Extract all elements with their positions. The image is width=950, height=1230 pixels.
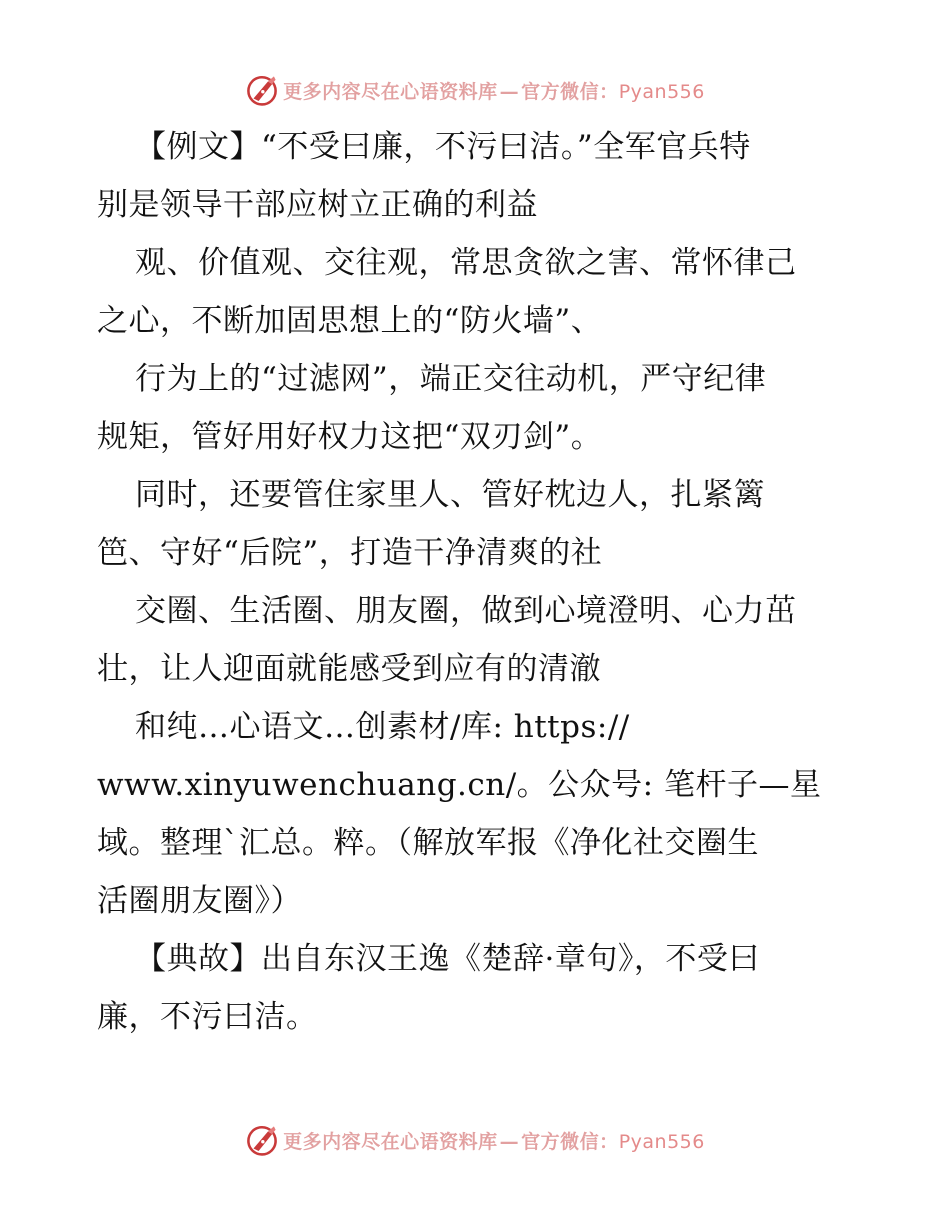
body-line: 之心，不断加固思想上的“防火墙”、: [97, 303, 603, 339]
banner-official-label: 官方微信：: [521, 1130, 619, 1153]
body-line: 交圈、生活圈、朋友圈，做到心境澄明、心力茁: [135, 593, 797, 629]
body-line: 规矩，管好用好权力这把“双刃剑”。: [97, 419, 603, 455]
banner-lead-text: 更多内容尽在心语资料库: [283, 80, 498, 103]
body-line: 观、价值观、交往观，常思贪欲之害、常怀律己: [135, 245, 797, 281]
banner-text: [283, 77, 705, 104]
body-line: 同时，还要管住家里人、管好枕边人，扎紧篱: [135, 477, 765, 513]
body-line: 域。整理`汇总。粹。（解放军报《净化社交圈生: [97, 825, 759, 861]
body-line: 和纯…心语文…创素材/库: https://: [135, 709, 630, 745]
footer-banner: [0, 1120, 950, 1160]
body-line: 活圈朋友圈》）: [97, 883, 302, 919]
document-body: [97, 118, 857, 1046]
body-line: 笆、守好“后院”，打造干净清爽的社: [97, 535, 603, 571]
body-line: 别是领导干部应树立正确的利益: [97, 187, 538, 223]
banner-contact-id: Pyan556: [618, 80, 705, 103]
pen-nib-logo-icon: [245, 73, 279, 107]
banner-official-label: 官方微信：: [521, 80, 619, 103]
banner-dash: —: [499, 80, 520, 103]
banner-contact-id: Pyan556: [618, 1130, 705, 1153]
body-line: 行为上的“过滤网”，端正交往动机，严守纪律: [135, 361, 767, 397]
body-line: 廉，不污曰洁。: [97, 999, 318, 1035]
body-line: 【典故】出自东汉王逸《楚辞·章句》，不受曰: [135, 941, 760, 977]
banner-dash: —: [499, 1130, 520, 1153]
banner-lead-text: 更多内容尽在心语资料库: [283, 1130, 498, 1153]
header-banner: [0, 70, 950, 110]
banner-text: [283, 1127, 705, 1154]
body-line: www.xinyuwenchuang.cn/。公众号: 笔杆子—星: [97, 767, 822, 803]
body-line: 【例文】“不受曰廉，不污曰洁。”全军官兵特: [135, 129, 751, 165]
pen-nib-logo-icon: [245, 1123, 279, 1157]
body-line: 壮，让人迎面就能感受到应有的清澈: [97, 651, 601, 687]
